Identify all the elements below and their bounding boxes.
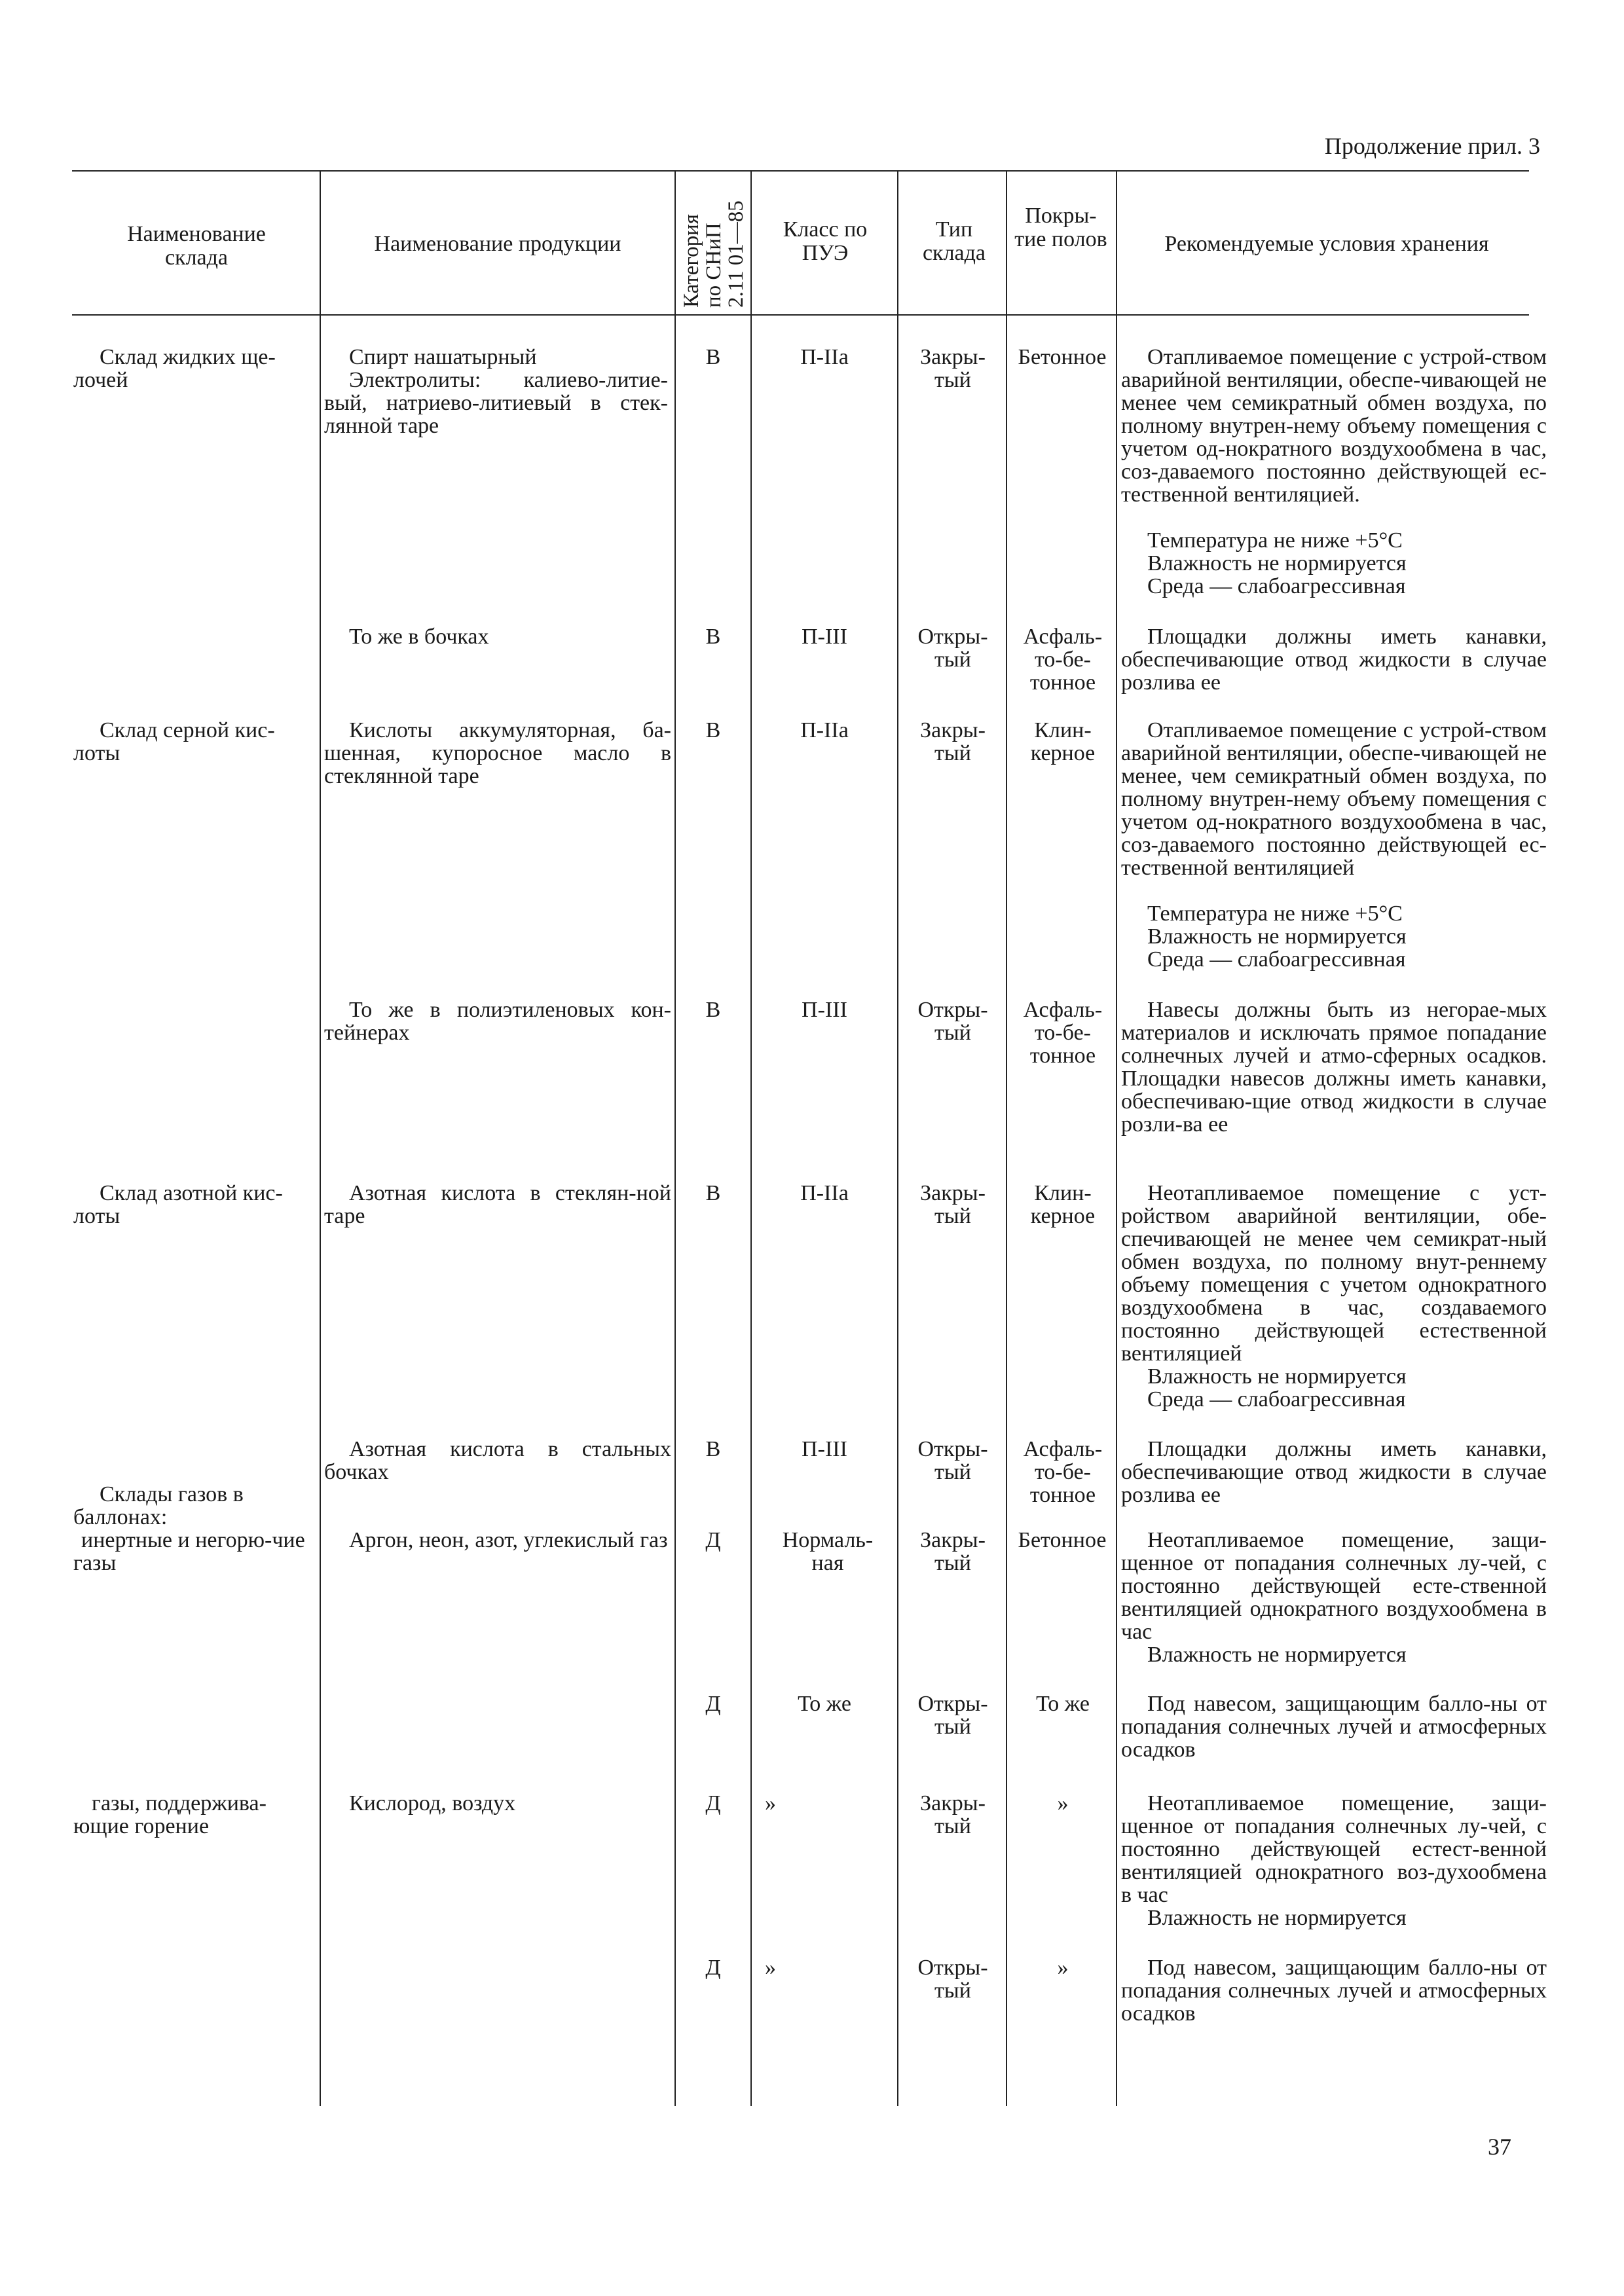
type-cell: Откры-тый bbox=[917, 998, 988, 1045]
col-divider-2 bbox=[674, 172, 676, 2106]
page-number: 37 bbox=[1488, 2134, 1511, 2160]
header-conditions: Рекомендуемые условия хранения bbox=[1164, 232, 1489, 256]
condition-note: Влажность не нормируется bbox=[1147, 551, 1407, 575]
product-name: Азотная кислота в стеклян-ной таре bbox=[324, 1181, 671, 1228]
condition-note: Влажность не нормируется bbox=[1147, 924, 1407, 949]
condition-note: Температура не ниже +5°С bbox=[1147, 902, 1403, 926]
floor-cell: Бетонное bbox=[1018, 345, 1107, 369]
condition-note: Влажность не нормируется bbox=[1147, 1364, 1407, 1389]
floor-cell: Клин-керное bbox=[1030, 718, 1096, 765]
category-cell: Д bbox=[705, 1791, 721, 1815]
class-cell: Нормаль-ная bbox=[782, 1528, 874, 1575]
conditions-cell: Отапливаемое помещение с устрой-ством аварийной вентиляции, обеспе-чивающей не менее чем семикратный обмен воздуха, по полному внутрен-нему объему помещения с учетом од-нократного воздухообмена в час, соз-даваемого постоянно действующей ес-тественной вентиляцией. bbox=[1121, 345, 1547, 507]
conditions-cell: Навесы должны быть из негорае-мых материалов и исключать прямое попадание солнечных лучей и атмо-сферных осадков. Площадки навесов должны иметь канавки, обеспечиваю-щие отвод жидкости в случае розли-ва ее bbox=[1121, 998, 1547, 1137]
warehouse-group-label: Склад жидких ще-лочей bbox=[73, 345, 276, 392]
product-name: То же в полиэтиленовых кон-тейнерах bbox=[324, 998, 671, 1045]
header-type: Тип склада bbox=[922, 217, 986, 265]
class-cell: П-III bbox=[802, 1437, 847, 1461]
conditions-cell: Площадки должны иметь канавки, обеспечивающие отвод жидкости в случае розлива ее bbox=[1121, 625, 1547, 695]
category-cell: Д bbox=[705, 1528, 721, 1552]
condition-note: Среда — слабоагрессивная bbox=[1147, 1387, 1406, 1412]
header-warehouse: Наименование склада bbox=[127, 222, 266, 270]
type-cell: Закры-тый bbox=[920, 1528, 986, 1575]
conditions-cell: Неотапливаемое помещение с уст-ройством аварийной вентиляции, обе-спечивающей не менее чем семикрат-ный обмен воздуха, по полному внут-реннему объему помещения с учетом однократного воздухообмена в час, создаваемого постоянно действующей естественной вентиляцией bbox=[1121, 1181, 1547, 1366]
floor-cell: Асфаль-то-бе-тонное bbox=[1023, 1437, 1103, 1507]
product-name: Аргон, неон, азот, углекислый газ bbox=[349, 1528, 668, 1552]
class-cell: То же bbox=[798, 1692, 851, 1716]
header-product: Наименование продукции bbox=[374, 232, 621, 256]
conditions-cell: Площадки должны иметь канавки, обеспечивающие отвод жидкости в случае розлива ее bbox=[1121, 1437, 1547, 1507]
product-name: Кислоты аккумуляторная, ба-шенная, купоросное масло в стеклянной таре bbox=[324, 718, 671, 788]
warehouse-subgroup-label: газы, поддержива-ющие горение bbox=[73, 1791, 267, 1838]
floor-cell: Асфаль-то-бе-тонное bbox=[1023, 625, 1103, 695]
col-divider-3 bbox=[750, 172, 752, 2106]
product-name: Спирт нашатырный bbox=[349, 345, 537, 369]
class-cell: П-III bbox=[802, 625, 847, 649]
category-cell: В bbox=[705, 998, 721, 1022]
category-cell: В bbox=[705, 1437, 721, 1461]
warehouse-group-label: Склады газов в баллонах: bbox=[73, 1482, 244, 1529]
floor-cell: Асфаль-то-бе-тонное bbox=[1023, 998, 1103, 1068]
header-category-line-1: Категория bbox=[680, 214, 703, 308]
category-cell: В bbox=[705, 718, 721, 742]
type-cell: Откры-тый bbox=[917, 1692, 988, 1739]
header-floor: Покры-тие полов bbox=[1014, 204, 1107, 251]
col-divider-5 bbox=[1006, 172, 1007, 2106]
condition-note: Среда — слабоагрессивная bbox=[1147, 947, 1406, 972]
condition-note: Среда — слабоагрессивная bbox=[1147, 574, 1406, 598]
class-cell: » bbox=[765, 1791, 776, 1815]
floor-cell: » bbox=[1057, 1956, 1069, 1980]
product-name: Азотная кислота в стальных бочках bbox=[324, 1437, 671, 1484]
header-category-line-3: 2.11 01—85 bbox=[724, 200, 748, 308]
floor-cell: Клин-керное bbox=[1030, 1181, 1096, 1228]
category-cell: Д bbox=[705, 1956, 721, 1980]
floor-cell: » bbox=[1057, 1791, 1069, 1815]
type-cell: Закры-тый bbox=[920, 1181, 986, 1228]
product-name: Кислород, воздух bbox=[349, 1791, 516, 1815]
class-cell: » bbox=[765, 1956, 776, 1980]
category-cell: Д bbox=[705, 1692, 721, 1716]
product-name: Электролиты: калиево-литие-вый, натриево-литиевый в стек-лянной таре bbox=[324, 368, 668, 438]
condition-note: Влажность не нормируется bbox=[1147, 1906, 1407, 1930]
col-divider-6 bbox=[1116, 172, 1117, 2106]
table-top-rule bbox=[72, 170, 1529, 172]
category-cell: В bbox=[705, 625, 721, 649]
conditions-cell: Неотапливаемое помещение, защи-щенное от попадания солнечных лу-чей, с постоянно действующей есте-ственной вентиляцией однократного воздухообмена в час bbox=[1121, 1528, 1547, 1644]
conditions-cell: Отапливаемое помещение с устрой-ством аварийной вентиляции, обеспе-чивающей не менее, чем семикратный обмен воздуха, по полному внутрен-нему объему помещения с учетом од-нократного воздухообмена в час, соз-даваемого постоянно действующей ес-тественной вентиляцией bbox=[1121, 718, 1547, 880]
type-cell: Закры-тый bbox=[920, 718, 986, 765]
header-category-line-2: по СНиП bbox=[702, 223, 726, 308]
type-cell: Откры-тый bbox=[917, 1956, 988, 2003]
type-cell: Откры-тый bbox=[917, 1437, 988, 1484]
category-cell: В bbox=[705, 345, 721, 369]
header-class: Класс по ПУЭ bbox=[783, 217, 868, 265]
category-cell: В bbox=[705, 1181, 721, 1205]
conditions-cell: Под навесом, защищающим балло-ны от попадания солнечных лучей и атмосферных осадков bbox=[1121, 1692, 1547, 1762]
class-cell: П-IIa bbox=[800, 345, 849, 369]
warehouse-group-label: Склад азотной кис-лоты bbox=[73, 1181, 283, 1228]
conditions-cell: Неотапливаемое помещение, защи-щенное от попадания солнечных лу-чей, с постоянно действующей естест-венной вентиляцией однократного воз-духообмена в час bbox=[1121, 1791, 1547, 1907]
product-name: То же в бочках bbox=[349, 625, 489, 649]
type-cell: Закры-тый bbox=[920, 345, 986, 392]
floor-cell: Бетонное bbox=[1018, 1528, 1107, 1552]
type-cell: Откры-тый bbox=[917, 625, 988, 672]
condition-note: Влажность не нормируется bbox=[1147, 1643, 1407, 1667]
type-cell: Закры-тый bbox=[920, 1791, 986, 1838]
class-cell: П-IIа bbox=[800, 1181, 849, 1205]
condition-note: Температура не ниже +5°С bbox=[1147, 528, 1403, 553]
col-divider-4 bbox=[897, 172, 898, 2106]
class-cell: П-III bbox=[802, 998, 847, 1022]
class-cell: П-IIa bbox=[800, 718, 849, 742]
conditions-cell: Под навесом, защищающим балло-ны от попадания солнечных лучей и атмосферных осадков bbox=[1121, 1956, 1547, 2026]
warehouse-group-label: Склад серной кис-лоты bbox=[73, 718, 275, 765]
floor-cell: То же bbox=[1036, 1692, 1090, 1716]
col-divider-1 bbox=[320, 172, 321, 2106]
continuation-label: Продолжение прил. 3 bbox=[1324, 133, 1540, 159]
warehouse-subgroup-label: инертные и негорю-чие газы bbox=[73, 1528, 305, 1575]
header-bottom-rule bbox=[72, 314, 1529, 316]
